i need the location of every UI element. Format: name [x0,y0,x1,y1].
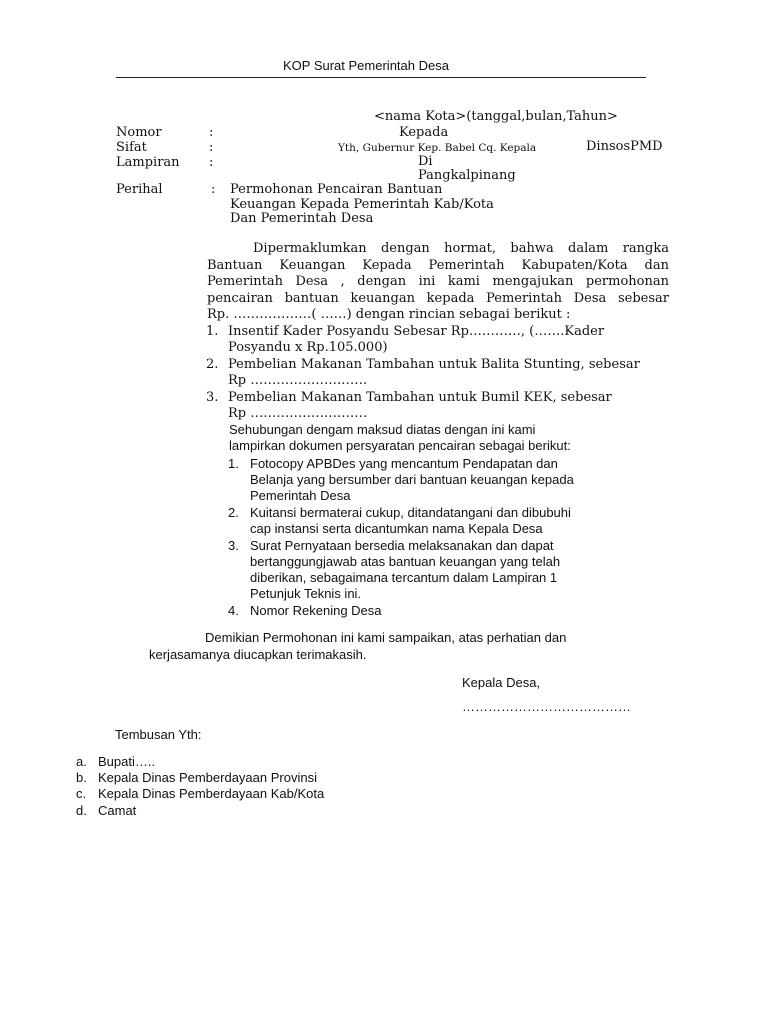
item-line: Posyandu x Rp.105.000) [228,340,388,355]
tembusan-item: Camat [98,803,137,818]
perihal-colon: : [211,182,216,197]
recipient-city: Pangkalpinang [418,168,516,183]
nomor-colon: : [209,125,214,140]
intro-line: Pemerintah Desa , dengan ini kami mengajukan permohonan [207,274,669,289]
item-line: Rp ……………………… [228,406,368,421]
item-number: 2. [206,357,219,372]
sehubungan-line: lampirkan dokumen persyaratan pencairan sebagai berikut: [229,438,571,453]
sehubungan-line: Sehubungan dengam maksud diatas dengan ini kami [229,422,536,437]
perihal-line: Permohonan Pencairan Bantuan [230,182,443,197]
tembusan-title: Tembusan Yth: [115,727,202,742]
doc-line: Pemerintah Desa [250,488,351,503]
doc-line: Fotocopy APBDes yang mencantum Pendapatan dan [250,456,558,471]
signature-title: Kepala Desa, [462,675,541,690]
doc-line: bertanggungjawab atas bantuan keuangan yang telah [250,554,561,569]
letterhead-title: KOP Surat Pemerintah Desa [283,58,449,73]
doc-line: diberikan, sebagaimana tercantum dalam Lampiran 1 [250,570,558,585]
perihal-line: Dan Pemerintah Desa [230,211,374,226]
doc-line: Kuitansi bermaterai cukup, ditandatangani dan dibubuhi [250,505,571,520]
recipient-dinas: DinsosPMD [586,139,663,154]
intro-line: Bantuan Keuangan Kepada Pemerintah Kabupaten/Kota dan [207,258,669,273]
recipient-di: Di [418,154,433,169]
place-date: <nama Kota>(tanggal,bulan,Tahun> [374,109,618,124]
tembusan-item-marker: d. [76,803,87,818]
lampiran-colon: : [209,155,214,170]
lampiran-label: Lampiran [116,155,180,170]
tembusan-item: Kepala Dinas Pemberdayaan Provinsi [98,770,317,785]
intro-line: pencairan bantuan keuangan kepada Pemerintah Desa sebesar [207,291,669,306]
doc-number: 4. [228,603,239,618]
item-line: Rp ……………………… [228,373,368,388]
doc-line: Petunjuk Teknis ini. [250,586,362,601]
doc-number: 3. [228,538,239,553]
doc-number: 1. [228,456,239,471]
tembusan-item: Bupati….. [98,754,156,769]
tembusan-item-marker: b. [76,770,87,785]
signature-line: ………………………………… [462,699,631,714]
tembusan-item: Kepala Dinas Pemberdayaan Kab/Kota [98,786,325,801]
doc-line: Surat Pernyataan bersedia melaksanakan dan dapat [250,538,554,553]
recipient-kepada: Kepada [399,125,449,140]
item-number: 3. [206,390,219,405]
sifat-label: Sifat [116,140,147,155]
doc-number: 2. [228,505,239,520]
letterhead-divider [116,77,646,78]
doc-line: Belanja yang bersumber dari bantuan keuangan kepada [250,472,574,487]
doc-line: cap instansi serta dicantumkan nama Kepala Desa [250,521,543,536]
item-line: Pembelian Makanan Tambahan untuk Bumil KEK, sebesar [228,390,612,405]
sifat-colon: : [209,140,214,155]
perihal-label: Perihal [116,182,163,197]
intro-line: Dipermaklumkan dengan hormat, bahwa dalam rangka [253,241,669,256]
tembusan-item-marker: c. [76,786,87,801]
intro-line: Rp. ………………( ……) dengan rincian sebagai berikut : [207,307,571,322]
tembusan-item-marker: a. [76,754,87,769]
item-number: 1. [206,324,219,339]
closing-line: kerjasamanya diucapkan terimakasih. [149,647,367,662]
perihal-line: Keuangan Kepada Pemerintah Kab/Kota [230,197,494,212]
closing-line: Demikian Permohonan ini kami sampaikan, atas perhatian dan [205,630,567,645]
item-line: Pembelian Makanan Tambahan untuk Balita Stunting, sebesar [228,357,640,372]
doc-line: Nomor Rekening Desa [250,603,382,618]
recipient-yth: Yth, Gubernur Kep. Babel Cq. Kepala [338,142,537,154]
item-line: Insentif Kader Posyandu Sebesar Rp…………, (…….Kader [228,324,605,339]
nomor-label: Nomor [116,125,162,140]
